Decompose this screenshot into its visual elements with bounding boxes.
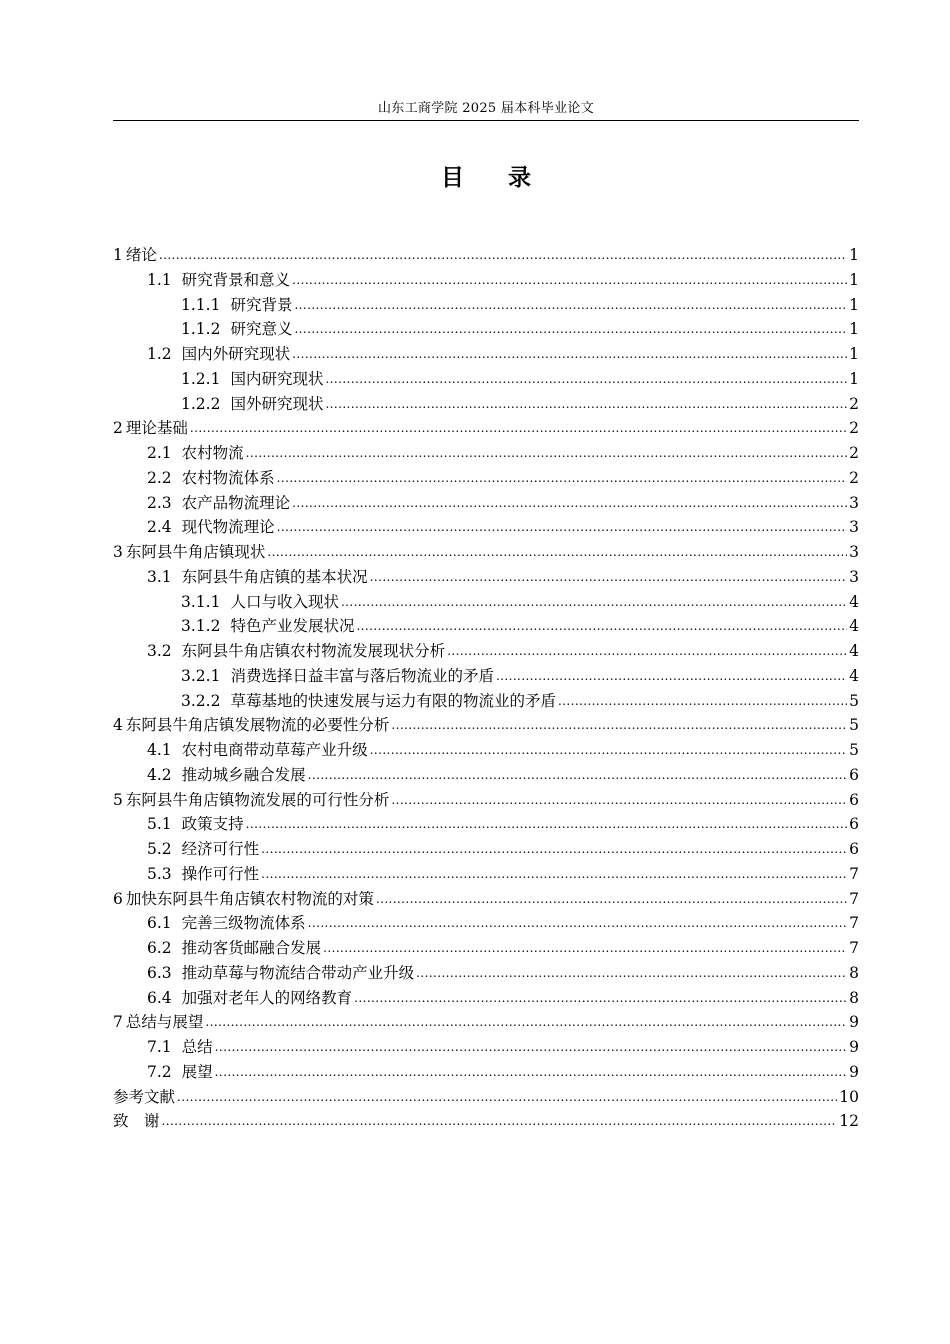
toc-entry-page: 4 <box>849 642 859 660</box>
toc-entry-label <box>113 416 188 440</box>
toc-dot-leader <box>370 565 847 589</box>
toc-dot-leader <box>325 392 847 416</box>
toc-entry-page: 4 <box>849 666 859 685</box>
toc-entry-page: 4 <box>849 592 859 611</box>
toc-entry-label <box>147 862 259 886</box>
toc-entry-number: 6.1 <box>147 914 172 933</box>
toc-dot-leader <box>370 738 847 762</box>
toc-entry[interactable] <box>113 293 859 318</box>
toc-entry[interactable] <box>113 243 859 268</box>
toc-entry-number: 5.1 <box>147 815 172 834</box>
toc-entry-label <box>113 1085 175 1109</box>
toc-entry[interactable] <box>113 639 859 664</box>
toc-dot-leader <box>162 1109 838 1133</box>
toc-entry[interactable] <box>113 540 859 565</box>
toc-entry[interactable] <box>113 812 859 837</box>
toc-entry-label <box>113 887 374 911</box>
toc-dot-leader <box>292 268 847 292</box>
toc-entry-label <box>181 293 292 317</box>
toc-entry-number: 4.2 <box>147 765 172 784</box>
toc-entry-text: 国内外研究现状 <box>181 345 291 363</box>
toc-entry-label <box>113 243 157 267</box>
toc-entry-number: 6 <box>113 889 123 908</box>
toc-entry-text: 农村电商带动草莓产业升级 <box>181 741 368 759</box>
toc-dot-leader <box>292 342 847 366</box>
toc-entry-number: 3 <box>113 543 123 561</box>
toc-entry-text: 研究意义 <box>230 320 293 339</box>
toc-entry[interactable] <box>113 837 859 862</box>
toc-entry[interactable] <box>113 788 859 813</box>
toc-entry-label <box>147 837 259 861</box>
toc-dot-leader <box>391 788 847 812</box>
toc-entry-label <box>113 713 389 737</box>
toc-dot-leader <box>267 540 847 564</box>
toc-entry-label <box>147 342 290 366</box>
toc-dot-leader <box>294 293 847 317</box>
toc-entry-number: 7.1 <box>147 1038 172 1056</box>
toc-entry[interactable] <box>113 986 859 1011</box>
toc-dot-leader <box>261 837 847 861</box>
toc-entry[interactable] <box>113 441 859 466</box>
toc-entry[interactable] <box>113 565 859 590</box>
toc-entry-label <box>147 1060 213 1084</box>
toc-entry-page: 6 <box>849 840 859 858</box>
toc-entry-label <box>181 689 556 713</box>
toc-entry[interactable] <box>113 664 859 689</box>
toc-dot-leader <box>215 1060 847 1084</box>
toc-dot-leader <box>323 936 847 960</box>
toc-entry-label <box>181 317 292 341</box>
toc-entry[interactable] <box>113 1010 859 1035</box>
toc-entry[interactable] <box>113 1060 859 1085</box>
toc-entry-text: 人口与收入现状 <box>230 592 339 611</box>
toc-entry-text: 理论基础 <box>125 419 188 438</box>
toc-entry-number: 4.1 <box>147 741 172 759</box>
toc-entry-label <box>147 911 306 935</box>
toc-entry-label <box>147 515 275 539</box>
toc-entry-page: 9 <box>849 1062 859 1081</box>
toc-entry-page: 8 <box>849 988 859 1007</box>
toc-entry-page: 9 <box>849 1038 859 1056</box>
toc-entry-page: 1 <box>849 369 859 388</box>
toc-entry[interactable] <box>113 268 859 293</box>
toc-entry-text: 农产品物流理论 <box>181 493 291 512</box>
toc-entry-number: 7 <box>113 1013 123 1032</box>
toc-entry-number: 1.2.2 <box>181 394 221 413</box>
toc-entry-label <box>113 788 389 812</box>
toc-entry[interactable] <box>113 466 859 491</box>
toc-entry[interactable] <box>113 911 859 936</box>
toc-entry-page: 1 <box>849 320 859 339</box>
toc-dot-leader <box>558 689 847 713</box>
toc-entry-text: 操作可行性 <box>181 864 260 883</box>
toc-entry-label <box>147 639 445 663</box>
toc-entry-text: 完善三级物流体系 <box>181 914 306 933</box>
toc-entry-text: 加快东阿县牛角店镇农村物流的对策 <box>125 889 374 908</box>
toc-entry[interactable] <box>113 614 859 639</box>
toc-entry[interactable] <box>113 515 859 540</box>
toc-entry[interactable] <box>113 367 859 392</box>
toc-entry-page: 5 <box>849 691 859 710</box>
toc-entry-number: 1.2 <box>147 345 172 363</box>
toc-entry[interactable] <box>113 961 859 986</box>
toc-entry-text: 草莓基地的快速发展与运力有限的物流业的矛盾 <box>230 691 556 710</box>
toc-entry-label <box>113 1109 160 1133</box>
toc-entry[interactable] <box>113 887 859 912</box>
toc-entry-text: 东阿县牛角店镇发展物流的必要性分析 <box>125 716 390 735</box>
toc-entry-page: 4 <box>849 617 859 636</box>
toc-dot-leader <box>246 441 847 465</box>
toc-entry-page: 6 <box>849 790 859 809</box>
toc-entry-label <box>181 614 354 638</box>
toc-entry-label <box>181 590 339 614</box>
toc-entry-number: 7.2 <box>147 1062 172 1081</box>
toc-entry-text: 推动客货邮融合发展 <box>181 939 322 957</box>
toc-entry[interactable] <box>113 689 859 714</box>
toc-entry-number: 3.1 <box>147 567 172 586</box>
toc-entry-text: 农村物流 <box>181 444 244 462</box>
toc-entry-number: 1.2.1 <box>181 369 221 388</box>
toc-dot-leader <box>261 862 847 886</box>
toc-dot-leader <box>416 961 847 985</box>
toc-entry-number: 3.2.2 <box>181 691 221 710</box>
toc-entry-label <box>147 763 306 787</box>
toc-entry-page: 7 <box>849 889 859 908</box>
toc-dot-leader <box>177 1085 837 1109</box>
toc-entry-page: 8 <box>849 963 859 982</box>
toc-entry-text: 总结 <box>181 1038 213 1056</box>
toc-entry-page: 3 <box>849 543 859 561</box>
toc-entry[interactable] <box>113 713 859 738</box>
toc-dot-leader <box>159 243 847 267</box>
toc-dot-leader <box>325 367 847 391</box>
toc-entry-label <box>147 961 414 985</box>
toc-entry-text: 政策支持 <box>181 815 244 834</box>
toc-entry-label <box>147 936 321 960</box>
toc-entry-label <box>147 466 275 490</box>
toc-entry[interactable] <box>113 392 859 417</box>
toc-entry[interactable] <box>113 491 859 516</box>
toc-entry-page: 5 <box>849 716 859 735</box>
toc-entry[interactable] <box>113 862 859 887</box>
toc-entry-page: 3 <box>849 567 859 586</box>
toc-entry-page: 1 <box>849 345 859 363</box>
running-header: 山东工商学院 2025 届本科毕业论文 <box>377 101 595 116</box>
toc-entry-page: 3 <box>849 518 859 537</box>
toc-entry-number: 2.2 <box>147 468 172 487</box>
toc-entry-number: 3.1.2 <box>181 617 221 636</box>
toc-entry-number: 3.2.1 <box>181 666 221 685</box>
table-of-contents <box>113 243 859 1134</box>
toc-entry-label <box>181 392 323 416</box>
toc-entry-label <box>147 1035 213 1059</box>
toc-entry-page: 12 <box>839 1112 859 1131</box>
toc-entry-text: 推动草莓与物流结合带动产业升级 <box>181 963 415 982</box>
toc-entry-text: 东阿县牛角店镇物流发展的可行性分析 <box>125 790 390 809</box>
toc-dot-leader <box>308 911 847 935</box>
toc-entry-text: 国外研究现状 <box>230 394 324 413</box>
toc-entry-label <box>113 1010 203 1034</box>
toc-dot-leader <box>447 639 847 663</box>
toc-dot-leader <box>205 1010 847 1034</box>
toc-entry-number: 1.1.1 <box>181 295 221 314</box>
toc-entry-page: 6 <box>849 765 859 784</box>
toc-title: 目 录 <box>440 165 549 191</box>
toc-entry-page: 7 <box>849 939 859 957</box>
toc-entry-label <box>147 812 244 836</box>
toc-entry-text: 东阿县牛角店镇农村物流发展现状分析 <box>181 642 446 660</box>
toc-entry-page: 7 <box>849 914 859 933</box>
toc-entry-page: 9 <box>849 1013 859 1032</box>
toc-dot-leader <box>215 1035 847 1059</box>
toc-entry-text: 总结与展望 <box>125 1013 204 1032</box>
toc-entry-page: 3 <box>849 493 859 512</box>
toc-entry-text: 展望 <box>181 1062 213 1081</box>
toc-entry-number: 1.1.2 <box>181 320 221 339</box>
toc-entry[interactable] <box>113 1085 859 1110</box>
toc-entry-number: 2.1 <box>147 444 172 462</box>
toc-entry-text: 绪论 <box>125 246 157 264</box>
toc-entry-text: 国内研究现状 <box>230 369 324 388</box>
toc-entry-number: 6.3 <box>147 963 172 982</box>
toc-entry-number: 6.4 <box>147 988 172 1007</box>
toc-entry-label <box>147 738 368 762</box>
toc-dot-leader <box>277 466 847 490</box>
header-rule <box>113 120 859 121</box>
toc-entry-label <box>113 540 265 564</box>
toc-entry-page: 5 <box>849 741 859 759</box>
toc-entry-text: 农村物流体系 <box>181 468 275 487</box>
toc-entry-text: 特色产业发展状况 <box>230 617 355 636</box>
toc-dot-leader <box>356 614 847 638</box>
toc-entry-text: 参考文献 <box>113 1087 176 1106</box>
toc-entry-page: 2 <box>849 444 859 462</box>
toc-entry-text: 现代物流理论 <box>181 518 275 537</box>
toc-entry[interactable] <box>113 936 859 961</box>
toc-entry-page: 2 <box>849 419 859 438</box>
toc-entry-page: 7 <box>849 864 859 883</box>
toc-entry-number: 5 <box>113 790 123 809</box>
toc-entry-text: 东阿县牛角店镇现状 <box>125 543 266 561</box>
toc-entry[interactable] <box>113 590 859 615</box>
toc-entry-number: 6.2 <box>147 939 172 957</box>
toc-entry-label <box>147 986 352 1010</box>
toc-entry-text: 经济可行性 <box>181 840 260 858</box>
toc-entry-number: 3.1.1 <box>181 592 221 611</box>
toc-entry-number: 5.2 <box>147 840 172 858</box>
toc-dot-leader <box>292 491 847 515</box>
toc-entry-label <box>181 664 494 688</box>
toc-dot-leader <box>496 664 847 688</box>
toc-dot-leader <box>308 763 847 787</box>
toc-entry-number: 2 <box>113 419 123 438</box>
toc-entry-number: 4 <box>113 716 123 735</box>
toc-entry-page: 10 <box>839 1087 859 1106</box>
toc-dot-leader <box>294 317 847 341</box>
toc-entry-label <box>147 491 290 515</box>
toc-dot-leader <box>190 416 847 440</box>
toc-entry-number: 1 <box>113 246 123 264</box>
toc-entry-number: 5.3 <box>147 864 172 883</box>
toc-entry-page: 1 <box>849 270 859 289</box>
toc-entry-page: 2 <box>849 468 859 487</box>
toc-entry-page: 1 <box>849 246 859 264</box>
toc-dot-leader <box>277 515 847 539</box>
toc-entry-text: 致 谢 <box>113 1112 160 1131</box>
toc-entry[interactable] <box>113 317 859 342</box>
toc-entry-label <box>181 367 323 391</box>
toc-entry-label <box>147 268 290 292</box>
toc-entry-number: 1.1 <box>147 270 172 289</box>
toc-entry-number: 2.4 <box>147 518 172 537</box>
toc-entry-text: 研究背景 <box>230 295 293 314</box>
toc-entry-text: 研究背景和意义 <box>181 270 291 289</box>
toc-dot-leader <box>354 986 847 1010</box>
toc-entry[interactable] <box>113 763 859 788</box>
toc-entry[interactable] <box>113 1109 859 1134</box>
toc-dot-leader <box>376 887 847 911</box>
toc-dot-leader <box>391 713 847 737</box>
toc-entry-page: 1 <box>849 295 859 314</box>
toc-entry[interactable] <box>113 342 859 367</box>
toc-entry-page: 2 <box>849 394 859 413</box>
toc-entry-number: 2.3 <box>147 493 172 512</box>
toc-dot-leader <box>246 812 847 836</box>
toc-entry-label <box>147 441 244 465</box>
toc-entry-page: 6 <box>849 815 859 834</box>
toc-entry-label <box>147 565 368 589</box>
toc-entry[interactable] <box>113 1035 859 1060</box>
toc-entry-text: 东阿县牛角店镇的基本状况 <box>181 567 368 586</box>
toc-dot-leader <box>341 590 847 614</box>
toc-entry[interactable] <box>113 416 859 441</box>
toc-entry-number: 3.2 <box>147 642 172 660</box>
toc-entry-text: 推动城乡融合发展 <box>181 765 306 784</box>
toc-entry-text: 消费选择日益丰富与落后物流业的矛盾 <box>230 666 494 685</box>
toc-entry[interactable] <box>113 738 859 763</box>
toc-entry-text: 加强对老年人的网络教育 <box>181 988 353 1007</box>
